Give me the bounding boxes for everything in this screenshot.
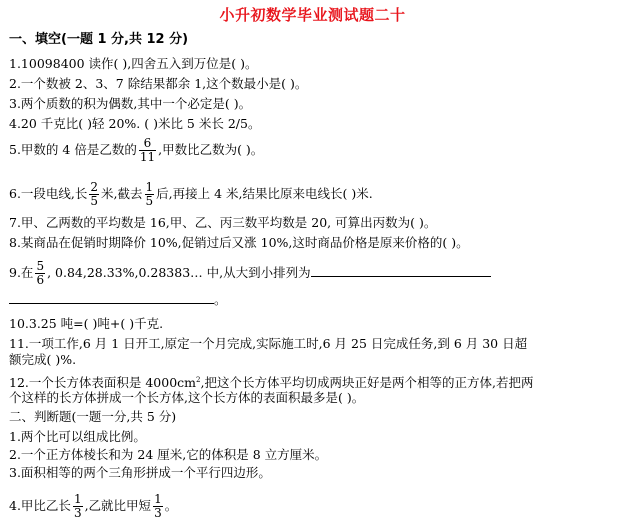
fraction-denominator: 6	[36, 273, 45, 287]
question-11-line-1: 11.一项工作,6 月 1 日开工,原定一个月完成,实际施工时,6 月 25 日完成任务,到 6 月 30 日超	[9, 336, 528, 351]
question-12-line-2: 个这样的长方体拼成一个长方体,这个长方体的表面积最多是( )。	[9, 390, 365, 405]
fraction-denominator: 3	[73, 506, 82, 520]
question-7: 7.甲、乙两数的平均数是 16,甲、乙、丙三数平均数是 20, 可算出丙数为( )。	[9, 215, 437, 230]
fraction-denominator: 3	[154, 506, 162, 520]
fraction	[145, 181, 155, 208]
answer-blank	[9, 303, 214, 304]
section-1-heading: 一、填空(一题 1 分,共 12 分)	[9, 32, 189, 47]
fraction	[35, 260, 45, 287]
superscript: 2	[196, 376, 201, 384]
fraction	[89, 181, 99, 208]
question-8: 8.某商品在促销时期降价 10%,促销过后又涨 10%,这时商品价格是原来价格的( )。	[9, 235, 469, 250]
question-9	[9, 260, 491, 287]
judge-2: 2.一个正方体棱长和为 24 厘米,它的体积是 8 立方厘米。	[9, 447, 328, 462]
question-10: 10.3.25 吨=( )吨+( )千克.	[9, 316, 164, 331]
judge-3: 3.面积相等的两个三角形拼成一个平行四边形。	[9, 465, 271, 480]
question-12-text-a: 12.一个长方体表面积是 4000cm	[9, 375, 197, 391]
question-5-text-b: ,甲数比乙数为( )。	[158, 142, 264, 157]
question-6-text-a: 6.一段电线,长	[9, 186, 88, 201]
answer-blank	[311, 276, 491, 277]
fraction-numerator: 6	[139, 137, 156, 151]
fraction	[153, 493, 163, 520]
question-4: 4.20 千克比( )轻 20%. ( )米比 5 米长 2/5。	[9, 116, 261, 131]
fraction	[139, 137, 156, 164]
question-12-line-1	[9, 372, 533, 391]
question-2: 2.一个数被 2、3、7 除结果都余 1,这个数最小是( )。	[9, 76, 308, 91]
fraction-numerator: 1	[154, 492, 162, 506]
fraction-numerator: 1	[73, 492, 82, 506]
question-5	[9, 137, 263, 164]
question-9-continued	[9, 292, 227, 308]
question-5-text-a: 5.甲数的 4 倍是乙数的	[9, 142, 137, 157]
judge-4-text-a: 4.甲比乙长	[9, 498, 71, 513]
question-6	[9, 181, 373, 208]
question-3: 3.两个质数的积为偶数,其中一个必定是( )。	[9, 96, 252, 111]
fraction-denominator: 11	[139, 150, 156, 164]
judge-4-text-c: 。	[164, 498, 178, 513]
fraction	[73, 493, 83, 520]
fraction-numerator: 1	[145, 180, 154, 194]
section-2-heading: 二、判断题(一题一分,共 5 分)	[9, 409, 177, 424]
question-12-text-b: ,把这个长方体平均切成两块正好是两个相等的正方体,若把两	[200, 375, 534, 391]
question-6-text-b: 米,截去	[101, 186, 143, 201]
judge-4	[9, 493, 177, 520]
question-9-end: 。	[214, 292, 227, 307]
question-11-line-2: 额完成( )%.	[9, 352, 77, 367]
page-title: 小升初数学毕业测试题二十	[219, 6, 406, 24]
fraction-numerator: 5	[36, 259, 45, 273]
question-9-text-a: 9.在	[9, 265, 34, 280]
judge-4-text-b: ,乙就比甲短	[84, 498, 152, 513]
fraction-denominator: 5	[90, 194, 99, 208]
fraction-numerator: 2	[90, 180, 99, 194]
fraction-denominator: 5	[145, 194, 154, 208]
question-9-text-b: , 0.84,28.33%,0.28383… 中,从大到小排列为	[47, 265, 311, 280]
judge-1: 1.两个比可以组成比例。	[9, 429, 146, 444]
question-1: 1.10098400 读作( ),四舍五入到万位是( )。	[9, 56, 258, 71]
question-6-text-c: 后,再接上 4 米,结果比原来电线长( )米.	[156, 186, 373, 201]
